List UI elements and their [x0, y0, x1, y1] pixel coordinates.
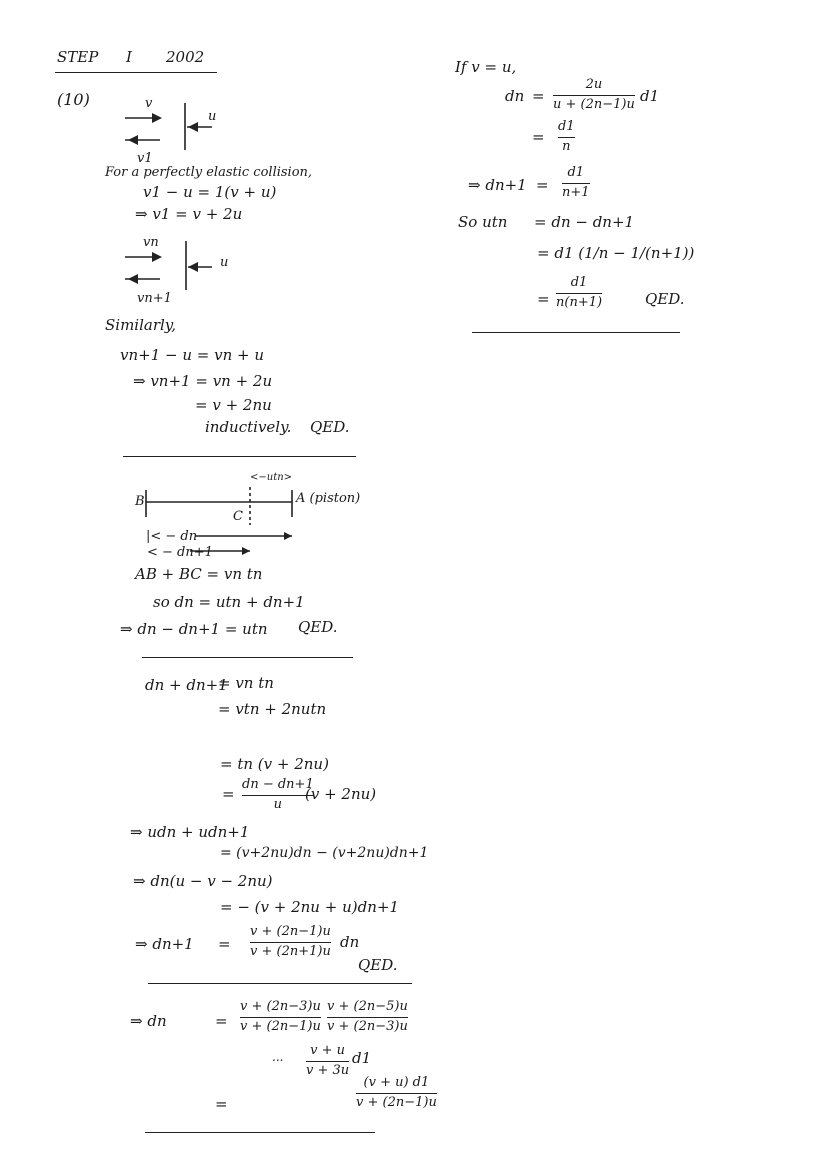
fraction-numerator: d1 [567, 165, 585, 180]
fraction-numerator: v + (2n−3)u [240, 999, 321, 1014]
fraction-denominator: n+1 [562, 184, 590, 200]
right-eq2-equals: = [532, 128, 545, 146]
right-fraction-2 [558, 120, 575, 155]
fraction-numerator: d1 [558, 119, 575, 134]
part3-eq9-equals: = [218, 935, 231, 953]
fraction-numerator: (v + u) d1 [363, 1075, 430, 1090]
label-dn1: < − dn+1 [147, 545, 213, 560]
part3-qed: QED. [358, 956, 398, 974]
label-C: C [233, 509, 243, 524]
fraction-bar [556, 293, 602, 294]
right-eq1-lhs: dn [505, 87, 525, 105]
part4-fraction-2 [327, 1000, 408, 1035]
fraction-numerator: v + (2n−5)u [327, 999, 408, 1014]
right-eq3-lhs: ⇒ dn+1 [468, 176, 527, 194]
part4-fraction-3-tail: d1 [352, 1049, 372, 1067]
fraction-bar [306, 1061, 349, 1062]
part3-eq4-equals: = [222, 785, 235, 803]
fraction-denominator: u [273, 796, 283, 812]
fraction-denominator: v + (2n−1)u [356, 1094, 437, 1110]
inductively-text: inductively. [205, 418, 292, 436]
part1-eq5: = v + 2nu [195, 396, 272, 414]
fraction-denominator: v + (2n+1)u [250, 943, 331, 959]
fraction-denominator: n(n+1) [556, 294, 603, 310]
part3-eq9-lhs: ⇒ dn+1 [135, 935, 194, 953]
part4-fraction-4 [356, 1076, 437, 1111]
question-number: (10) [57, 90, 90, 109]
header-underline [55, 72, 217, 73]
fraction-numerator: d1 [570, 275, 588, 290]
fraction-numerator: dn − dn+1 [242, 777, 314, 792]
fraction-bar [242, 795, 314, 796]
part4-fraction-3 [306, 1044, 349, 1079]
header-year: 2002 [166, 48, 205, 66]
similarly-text: Similarly, [105, 316, 177, 334]
part3-eq9-tail: dn [340, 933, 360, 951]
part2-eq3: ⇒ dn − dn+1 = utn [120, 620, 268, 638]
right-eq3-equals: = [536, 176, 549, 194]
part3-eq3: = tn (v + 2nu) [220, 755, 329, 773]
elastic-text: For a perfectly elastic collision, [105, 165, 313, 180]
part3-eq9-fraction [250, 925, 331, 960]
fraction-bar [327, 1017, 408, 1018]
fraction-bar [240, 1017, 321, 1018]
part4-rule [145, 1132, 375, 1133]
part4-lhs: ⇒ dn [130, 1012, 167, 1030]
right-fraction-1 [553, 78, 635, 113]
collision-diagram-1 [120, 95, 230, 155]
fraction-bar [558, 137, 575, 138]
right-qed: QED. [645, 290, 685, 308]
right-fraction-6 [556, 276, 602, 311]
fraction-denominator: u + (2n−1)u [553, 96, 635, 112]
fraction-numerator: v + u [310, 1043, 346, 1058]
part3-eq6: = (v+2nu)dn − (v+2nu)dn+1 [220, 845, 429, 861]
label-v1: v1 [137, 151, 153, 166]
right-condition: If v = u, [455, 58, 517, 76]
fraction-denominator: v + 3u [306, 1062, 350, 1078]
header-paper: I [126, 48, 132, 66]
part2-rule [142, 657, 353, 658]
part1-eq1: v1 − u = 1(v + u) [143, 183, 277, 201]
part2-eq1: AB + BC = vn tn [135, 565, 263, 583]
part3-eq8: = − (v + 2nu + u)dn+1 [220, 898, 399, 916]
collision-diagram-2 [120, 235, 230, 295]
fraction-denominator: v + (2n−3)u [327, 1018, 408, 1034]
right-fraction-3 [562, 166, 590, 201]
part4-equals: = [215, 1012, 228, 1030]
part4-equals-2: = [215, 1095, 228, 1113]
part1-eq4: ⇒ vn+1 = vn + 2u [133, 372, 273, 390]
part1-eq2: ⇒ v1 = v + 2u [135, 205, 243, 223]
fraction-denominator: v + (2n−1)u [240, 1018, 321, 1034]
right-fraction-1-tail: d1 [640, 87, 660, 105]
label-A-piston: A (piston) [296, 491, 361, 506]
part4-dots: ... [272, 1050, 284, 1064]
fraction-bar [553, 95, 635, 96]
label-dn: |< − dn [146, 529, 198, 544]
label-vn: vn [143, 235, 159, 250]
right-eq4-rhs: = dn − dn+1 [534, 213, 635, 231]
fraction-bar [562, 183, 590, 184]
part1-qed: QED. [310, 418, 350, 436]
fraction-denominator: n [562, 138, 571, 154]
right-eq5: = d1 (1/n − 1/(n+1)) [537, 244, 695, 262]
label-vn1: vn+1 [137, 291, 172, 306]
part1-rule [123, 456, 356, 457]
part2-qed: QED. [298, 618, 338, 636]
part3-eq4-tail: (v + 2nu) [305, 785, 377, 803]
part2-eq2: so dn = utn + dn+1 [153, 593, 305, 611]
label-v: v [145, 96, 153, 111]
fraction-numerator: v + (2n−1)u [250, 924, 331, 939]
part3-eq1-rhs: = vn tn [218, 674, 274, 692]
fraction-bar [250, 942, 331, 943]
fraction-bar [356, 1093, 437, 1094]
part3-eq2: = vtn + 2nutn [218, 700, 327, 718]
fraction-numerator: 2u [585, 77, 603, 92]
right-eq1-equals: = [532, 87, 545, 105]
header-step: STEP [57, 48, 99, 66]
part3-eq4-fraction [242, 778, 314, 813]
part3-eq7: ⇒ dn(u − v − 2nu) [133, 872, 273, 890]
right-rule [472, 332, 680, 333]
part3-eq1-lhs: dn + dn+1 [145, 676, 228, 694]
label-B: B [135, 494, 145, 509]
part1-eq3: vn+1 − u = vn + u [120, 346, 265, 364]
label-u: u [208, 109, 217, 124]
part3-rule [148, 983, 412, 984]
label-u-2: u [220, 255, 229, 270]
part3-eq5: ⇒ udn + udn+1 [130, 823, 250, 841]
right-eq4-lhs: So utn [458, 213, 508, 231]
part4-fraction-1 [240, 1000, 321, 1035]
right-eq6-equals: = [537, 290, 550, 308]
label-utn: <−utn> [250, 472, 293, 483]
